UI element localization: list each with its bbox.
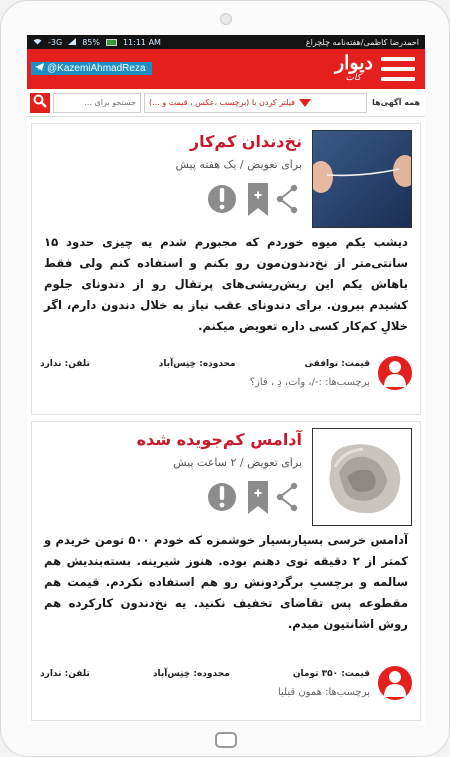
- search-button[interactable]: [30, 93, 50, 113]
- listing-tags: برچسب‌ها: همون قبلیا: [277, 686, 370, 698]
- search-icon: [33, 93, 47, 112]
- search-bar: [27, 89, 425, 117]
- telegram-icon: [35, 63, 44, 74]
- app-screen: [27, 35, 425, 725]
- twitter-badge[interactable]: [31, 62, 152, 75]
- user-icon[interactable]: [378, 666, 412, 700]
- listing-area: محدوده: خِنِس‌آباد: [158, 358, 236, 369]
- listing-meta-body: [40, 669, 370, 698]
- home-button[interactable]: [215, 732, 237, 748]
- listing-meta: [40, 356, 412, 390]
- search-input[interactable]: [53, 93, 141, 113]
- listing-card[interactable]: [31, 421, 421, 721]
- listing-meta-body: [40, 359, 370, 388]
- listing-meta: [40, 666, 412, 700]
- listing-actions: [208, 180, 302, 218]
- listing-feed: [27, 117, 425, 725]
- listing-title[interactable]: آدامس کم‌جویده شده: [136, 430, 302, 449]
- listing-meta-row: [40, 359, 370, 369]
- listing-card[interactable]: [31, 123, 421, 415]
- front-camera: [220, 13, 232, 25]
- listing-meta-row: [40, 669, 370, 679]
- filter-arrow-icon: [299, 99, 311, 107]
- listing-phone: تلفن: ندارد: [40, 668, 90, 679]
- listing-actions: [208, 478, 302, 516]
- listing-area: محدوده: خِنِس‌آباد: [152, 668, 230, 679]
- listing-price: قیمت: ۳۵۰ تومان: [292, 668, 370, 679]
- listing-description: دیشب یکم میوه خوردم که مجبورم شدم یه چیزی حدود ۱۵ سانتی‌متر از نخ‌دندون‌مون رو بکنم و استفاده کنم ولی فقط باهاش یکم این ریش‌ریشی‌های پرتقال رو از دندونای جلوم کشیدم بیرون. برای دندونای عقب نیاز به خلال دندون دارم، اگر خلالِ کم‌کار کسی داره تعویض میکنم.: [44, 235, 408, 333]
- hamburger-icon[interactable]: [381, 57, 415, 83]
- status-bar: [27, 35, 425, 49]
- exclamation-icon[interactable]: [208, 483, 236, 511]
- network-type: -3G: [48, 37, 63, 47]
- listing-description: آدامس خرسی بسیاربسیار خوشمزه که خودم ۵۰۰ تومن خریدم و کمتر از ۲ دقیقه توی دهنم بوده. هنوز شیرینه. بسته‌بندیش هم سالمه و برچسبِ برگردونش رو هم استفاده نکردم. قیمت هم مقطوعه پس تقاضای تخفیف نکنید. یه نخ‌دندون کارکرده هم روش اشانتیون میدم.: [44, 533, 409, 631]
- listing-tags: برچسب‌ها: :-/، وات، دِ ، فاز؟: [249, 376, 370, 388]
- all-ads-tab[interactable]: همه آگهی‌ها: [372, 98, 420, 107]
- listing-subtitle: برای تعویض / یک هفته پیش: [175, 158, 302, 171]
- listing-phone: تلفن: ندارد: [40, 358, 90, 369]
- signal-icon: [68, 38, 76, 47]
- listing-thumbnail-gum[interactable]: [312, 428, 412, 526]
- app-logo-sub: کات: [345, 73, 361, 83]
- app-header: [27, 49, 425, 89]
- filter-label: فیلتر کردن با (برچسب ،عکس ، قیمت و ...): [149, 98, 295, 107]
- share-icon[interactable]: [277, 483, 297, 511]
- battery-icon: [106, 39, 117, 46]
- wifi-icon: [33, 38, 42, 47]
- status-left: [33, 38, 161, 47]
- bookmark-icon[interactable]: [248, 183, 268, 216]
- app-logo[interactable]: دیوار: [334, 52, 373, 74]
- status-credit: احمدرضا کاظمی/هفته‌نامه چلچراغ: [305, 37, 419, 47]
- share-icon[interactable]: [277, 185, 297, 213]
- listing-title[interactable]: نخ‌دندان کم‌کار: [189, 132, 302, 151]
- twitter-handle: @KazemiAhmadReza: [47, 63, 146, 74]
- listing-price: قیمت: توافقی: [304, 358, 370, 369]
- filter-button[interactable]: [144, 93, 367, 113]
- listing-thumbnail-floss[interactable]: [312, 130, 412, 228]
- exclamation-icon[interactable]: [208, 185, 236, 213]
- listing-subtitle: برای تعویض / ۲ ساعت پیش: [173, 456, 302, 469]
- user-icon[interactable]: [378, 356, 412, 390]
- clock: 11:11 AM: [122, 37, 161, 47]
- battery-percent: 85%: [82, 37, 100, 47]
- bookmark-icon[interactable]: [248, 481, 268, 514]
